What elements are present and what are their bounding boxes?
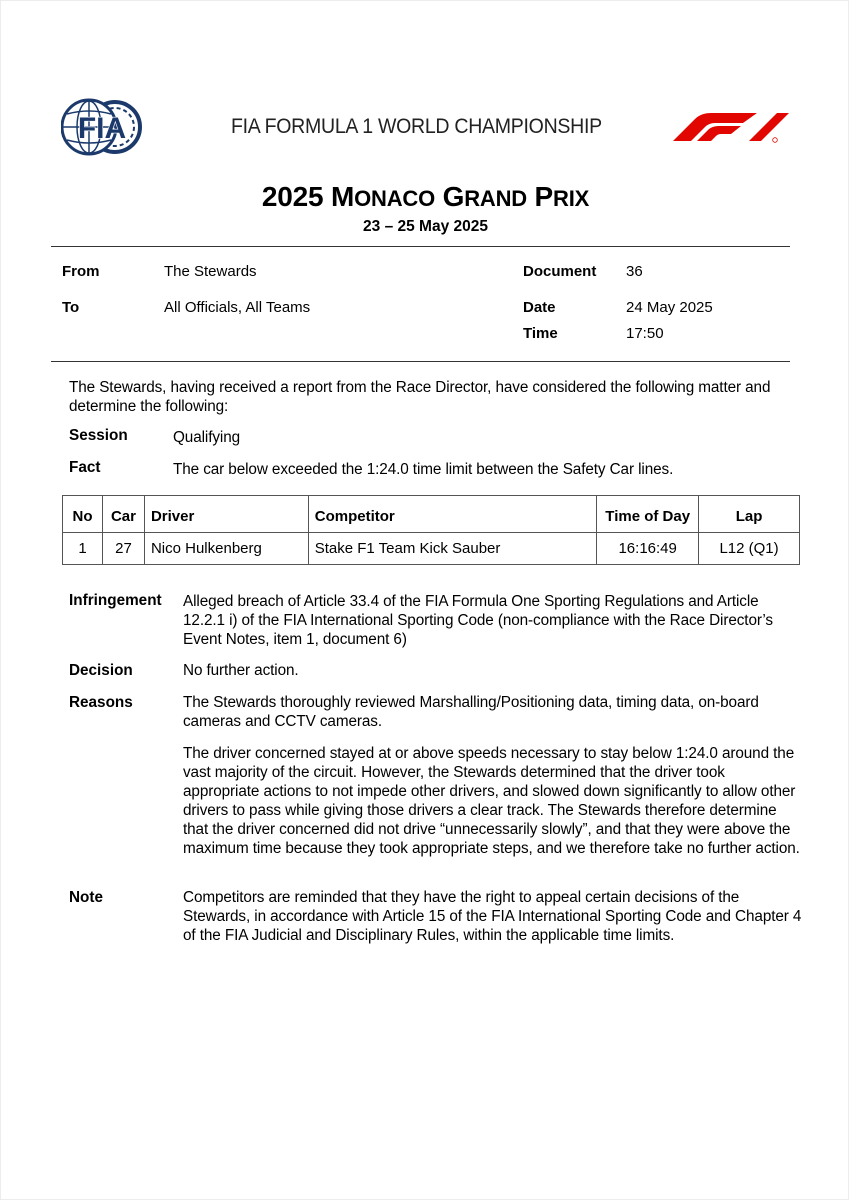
divider-top: [51, 246, 790, 247]
cell-time-of-day: 16:16:49: [597, 533, 699, 565]
reasons-paragraph-1: The Stewards thoroughly reviewed Marshalling/Positioning data, timing data, on-board cameras and CCTV cameras.: [183, 694, 759, 730]
col-no: No: [63, 496, 103, 533]
session-label: Session: [69, 427, 128, 444]
time-value: 17:50: [626, 325, 664, 342]
note-label: Note: [69, 889, 103, 906]
incident-table: [62, 495, 800, 565]
from-label: From: [62, 263, 100, 280]
cell-no: 1: [63, 533, 103, 565]
table-row: [63, 533, 800, 565]
reasons-paragraph-2: The driver concerned stayed at or above speeds necessary to stay below 1:24.0 around the vast majority of the circuit. However, the Stewards determined that the driver took appropriate actions to not impede other drivers, and slowed down significantly to allow other drivers to pass while giving those drivers a clear track. The Stewards therefore determine that the driver concerned did not drive “unnecessarily slowly”, and that they were above the maximum time because they took appropriate steps, and we therefore take no further action.: [183, 745, 800, 857]
event-title: 2025 MONACO GRAND PRIX: [261, 181, 590, 212]
document-number: 36: [626, 263, 643, 280]
col-driver: Driver: [144, 496, 308, 533]
date-value: 24 May 2025: [626, 299, 713, 316]
cell-driver: Nico Hulkenberg: [144, 533, 308, 565]
table-header-row: [63, 496, 800, 533]
intro-text: The Stewards, having received a report from the Race Director, have considered the following matter and determine the following:: [69, 379, 771, 415]
session-value: Qualifying: [173, 429, 241, 446]
svg-text:FIA: FIA: [77, 112, 127, 145]
decision-text: No further action.: [183, 662, 299, 679]
event-name: MONACO GRAND PRIX: [330, 181, 590, 212]
championship-title: FIA FORMULA 1 WORLD CHAMPIONSHIP: [231, 115, 602, 138]
col-car: Car: [102, 496, 144, 533]
infringement-text: Alleged breach of Article 33.4 of the FIA Formula One Sporting Regulations and Article 12.2.1 i) of the FIA International Sporting Code (non-compliance with the Race Director’s Event Notes, item 1, document 6): [183, 593, 773, 648]
fia-logo-icon: [61, 98, 143, 156]
col-time-of-day: Time of Day: [597, 496, 699, 533]
to-value: All Officials, All Teams: [164, 299, 311, 316]
note-text: Competitors are reminded that they have the right to appeal certain decisions of the Stewards, in accordance with Article 15 of the FIA International Sporting Code and Chapter 4 of the FIA Judicial and Disciplinary Rules, within the applicable time limits.: [183, 889, 802, 944]
event-dates: 23 – 25 May 2025: [363, 218, 488, 235]
cell-car: 27: [102, 533, 144, 565]
fact-value: The car below exceeded the 1:24.0 time limit between the Safety Car lines.: [173, 461, 674, 478]
date-label: Date: [523, 299, 556, 316]
cell-lap: L12 (Q1): [699, 533, 800, 565]
document-label: Document: [523, 263, 597, 280]
divider-bottom: [51, 361, 790, 362]
col-competitor: Competitor: [308, 496, 596, 533]
fact-label: Fact: [69, 459, 101, 476]
col-lap: Lap: [699, 496, 800, 533]
cell-competitor: Stake F1 Team Kick Sauber: [308, 533, 596, 565]
infringement-label: Infringement: [69, 592, 162, 609]
from-value: The Stewards: [164, 263, 257, 280]
to-label: To: [62, 299, 80, 316]
reasons-label: Reasons: [69, 694, 133, 711]
time-label: Time: [523, 325, 558, 342]
f1-logo-icon: [671, 109, 791, 145]
decision-label: Decision: [69, 662, 133, 679]
